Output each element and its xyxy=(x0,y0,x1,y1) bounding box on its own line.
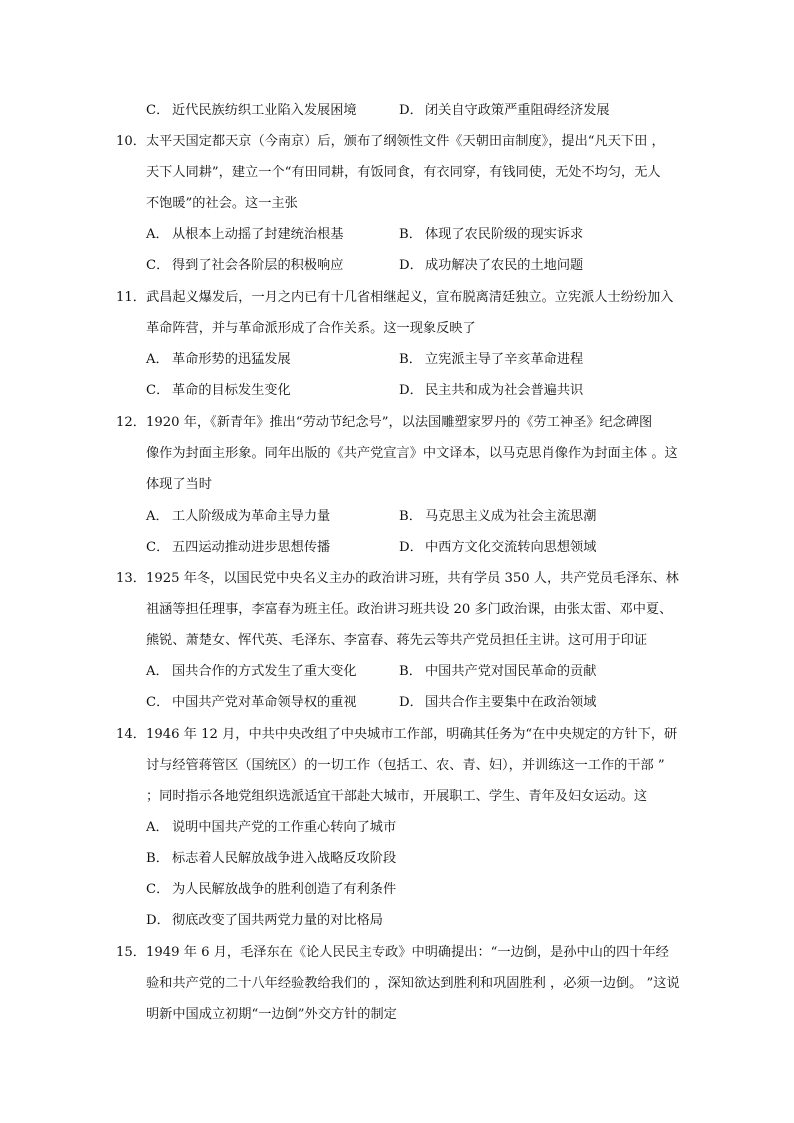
q11-option-a xyxy=(146,351,291,369)
option-text: 说明中国共产党的工作重心转向了城市 xyxy=(172,820,397,835)
option-key: C． xyxy=(146,258,170,273)
option-key: B． xyxy=(399,227,422,242)
option-key: B． xyxy=(146,851,169,866)
option-text: 为人民解放战争的胜利创造了有利条件 xyxy=(172,882,397,897)
q12-option-b xyxy=(399,508,596,526)
q10-option-a xyxy=(146,226,343,244)
q14-number: 14． xyxy=(116,727,146,742)
q11-stem-line-1: 武昌起义爆发后，一月之内已有十几省相继起义，宣布脱离清廷独立。立宪派人士纷纷加入 xyxy=(146,290,674,305)
q12-option-c xyxy=(146,539,330,557)
q13-option-c xyxy=(146,694,357,712)
option-key: C． xyxy=(146,882,170,897)
q15-stem-line-3: 明新中国成立初期“一边倒”外交方针的制定 xyxy=(146,1007,397,1022)
q13-option-d xyxy=(399,694,596,712)
q14-option-b xyxy=(146,850,396,868)
option-text: 中国共产党对革命领导权的重视 xyxy=(172,695,357,710)
option-key: C． xyxy=(146,103,170,118)
q12-stem-line-2: 像作为封面主形象。同年出版的《共产党宣言》中文译本，以马克思肖像作为封面主体 。这 xyxy=(146,446,678,461)
option-text: 革命的目标发生变化 xyxy=(172,383,291,398)
q10-stem-line-2: 天下人同耕”，建立一个“有田同耕，有饭同食，有衣同穿，有钱同使，无处不均匀，无人 xyxy=(146,165,661,180)
q15-stem-line-2: 验和共产党的二十八年经验教给我们的 ，深知欲达到胜利和巩固胜利 ，必须一边倒。 ”这说 xyxy=(146,976,680,991)
option-key: D． xyxy=(399,258,423,273)
q9-option-d xyxy=(399,102,610,120)
q11-option-b xyxy=(399,351,583,369)
option-text: 成功解决了农民的土地问题 xyxy=(425,258,584,273)
q14-option-c xyxy=(146,881,396,899)
q10-stem-line-1: 太平天国定都天京（今南京）后，颁布了纲领性文件《天朝田亩制度》，提出“凡天下田 ， xyxy=(146,134,665,149)
option-key: B． xyxy=(399,664,422,679)
option-key: B． xyxy=(399,509,422,524)
option-key: C． xyxy=(146,695,170,710)
q13-stem-line-2: 祖涵等担任理事，李富春为班主任。政治讲习班共设 20 多门政治课，由张太雷、邓中夏、 xyxy=(146,602,673,617)
q10-option-b xyxy=(399,226,583,244)
q11-number: 11． xyxy=(116,290,146,305)
q12-stem-line-1: 1920 年，《新青年》推出“劳动节纪念号”，以法国雕塑家罗丹的《劳工神圣》纪念碑图 xyxy=(146,415,653,430)
q12-option-a xyxy=(146,508,330,526)
option-key: A． xyxy=(146,509,169,524)
option-text: 马克思主义成为社会主流思潮 xyxy=(425,509,597,524)
q11-stem-line-2: 革命阵营，并与革命派形成了合作关系。这一现象反映了 xyxy=(146,321,476,336)
q15-number: 15． xyxy=(116,945,146,960)
q13-option-a xyxy=(146,663,357,681)
option-text: 得到了社会各阶层的积极响应 xyxy=(172,258,344,273)
option-key: D． xyxy=(399,383,423,398)
q14-option-a xyxy=(146,819,396,837)
q10-option-d xyxy=(399,257,583,275)
q14-stem-line-3: ；同时指示各地党组织选派适宜干部赴大城市，开展职工、学生、青年及妇女运动。这 xyxy=(146,789,648,804)
option-key: D． xyxy=(399,695,423,710)
q13-stem-line-1: 1925 年冬，以国民党中央名义主办的政治讲习班，共有学员 350 人，共产党员毛泽东、林 xyxy=(146,571,679,586)
option-text: 标志着人民解放战争进入战略反攻阶段 xyxy=(172,851,397,866)
q13-option-b xyxy=(399,663,596,681)
q11-option-d xyxy=(399,382,583,400)
q15-stem-line-1: 1949 年 6 月，毛泽东在《论人民民主专政》中明确提出：“一边倒，是孙中山的四十年经 xyxy=(146,945,669,960)
option-key: D． xyxy=(146,913,170,928)
option-key: A． xyxy=(146,352,169,367)
q12-number: 12． xyxy=(116,415,146,430)
option-text: 闭关自守政策严重阻碍经济发展 xyxy=(425,103,610,118)
q9-option-c xyxy=(146,102,357,120)
option-key: A． xyxy=(146,820,169,835)
q14-stem-line-2: 讨与经管蒋管区（国统区）的一切工作（包括工、农、青、妇），并训练这一工作的干部 ” xyxy=(146,758,665,773)
option-text: 从根本上动摇了封建统治根基 xyxy=(172,227,344,242)
option-text: 近代民族纺织工业陷入发展困境 xyxy=(172,103,357,118)
q13-stem-line-3: 熊锐、萧楚女、恽代英、毛泽东、李富春、蒋先云等共产党员担任主讲。这可用于印证 xyxy=(146,633,648,648)
option-text: 工人阶级成为革命主导力量 xyxy=(172,509,331,524)
option-text: 彻底改变了国共两党力量的对比格局 xyxy=(172,913,383,928)
option-text: 国共合作的方式发生了重大变化 xyxy=(172,664,357,679)
option-key: A． xyxy=(146,227,169,242)
option-key: C． xyxy=(146,540,170,555)
q13-number: 13． xyxy=(116,571,146,586)
option-text: 中西方文化交流转向思想领域 xyxy=(425,540,597,555)
option-text: 国共合作主要集中在政治领域 xyxy=(425,695,597,710)
option-key: D． xyxy=(399,540,423,555)
q10-number: 10． xyxy=(116,134,146,149)
option-text: 民主共和成为社会普遍共识 xyxy=(425,383,584,398)
option-text: 体现了农民阶级的现实诉求 xyxy=(425,227,584,242)
option-key: D． xyxy=(399,103,423,118)
option-key: A． xyxy=(146,664,169,679)
option-text: 中国共产党对国民革命的贡献 xyxy=(425,664,597,679)
q11-option-c xyxy=(146,382,291,400)
option-key: B． xyxy=(399,352,422,367)
q14-option-d xyxy=(146,912,383,930)
q10-option-c xyxy=(146,257,343,275)
q12-stem-line-3: 体现了当时 xyxy=(146,477,212,492)
option-text: 五四运动推动进步思想传播 xyxy=(172,540,331,555)
option-key: C． xyxy=(146,383,170,398)
option-text: 立宪派主导了辛亥革命进程 xyxy=(425,352,584,367)
q14-stem-line-1: 1946 年 12 月，中共中央改组了中央城市工作部，明确其任务为“在中央规定的方针下，研 xyxy=(146,727,678,742)
q12-option-d xyxy=(399,539,596,557)
option-text: 革命形势的迅猛发展 xyxy=(172,352,291,367)
q10-stem-line-3: 不饱暖”的社会。这一主张 xyxy=(146,196,298,211)
